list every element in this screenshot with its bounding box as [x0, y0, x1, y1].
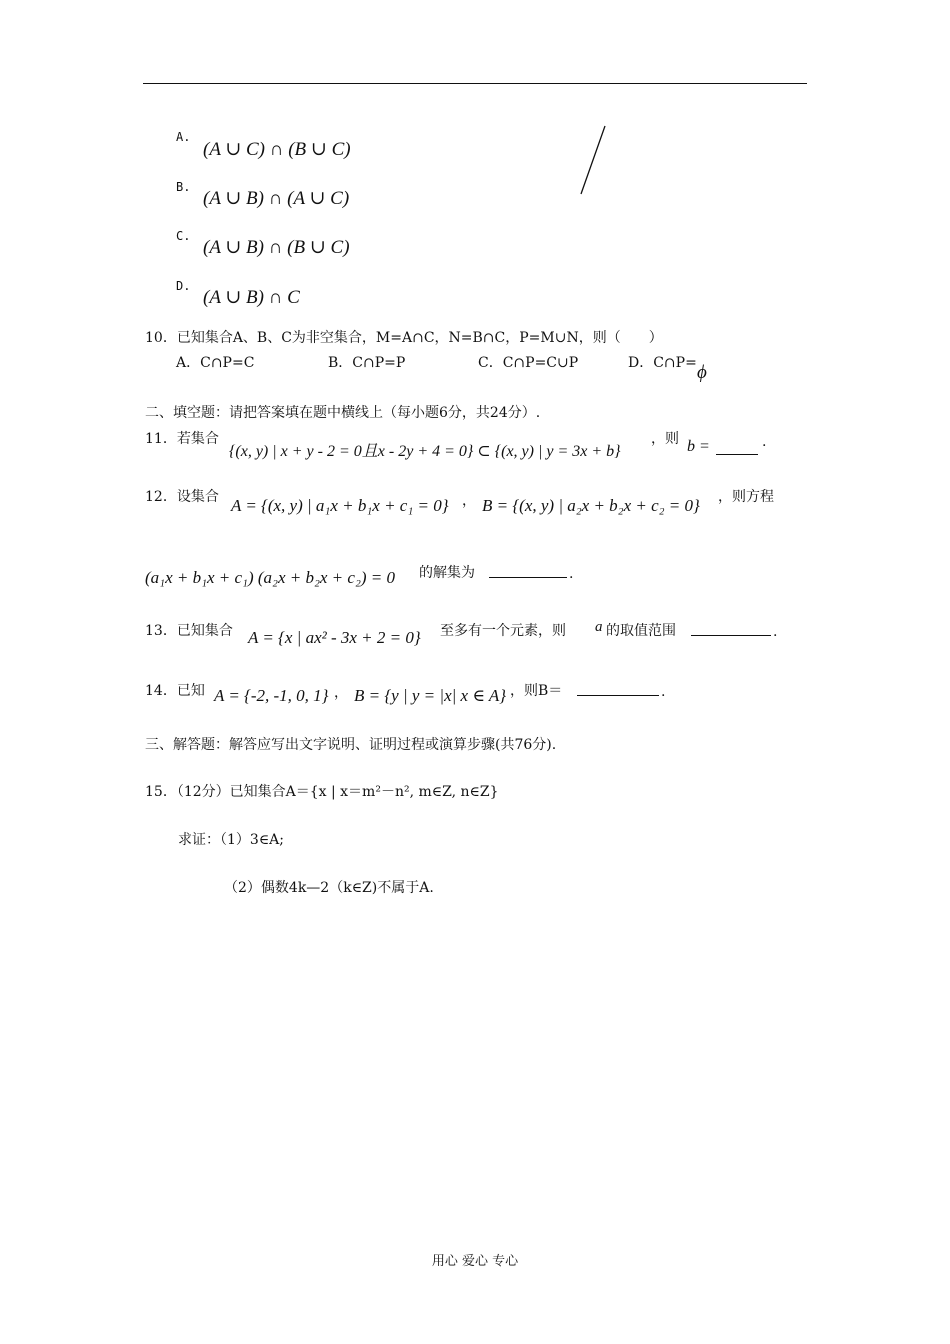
page-footer: 用心 爱心 专心: [431, 1254, 519, 1269]
q9-option-d-expr: (A ∪ B) ∩ C: [203, 287, 300, 308]
q14-sep: ，: [334, 685, 348, 701]
q10-stem: 10．已知集合A、B、C为非空集合，M=A∩C，N=B∩C，P=M∪N，则（ ）: [145, 330, 663, 346]
q11-prefix: 11．若集合: [145, 431, 219, 447]
q9-option-d-label: D.: [176, 279, 191, 293]
q14-expr-a: A = {-2, -1, 0, 1}: [214, 686, 329, 705]
q12-suffix: ，则方程: [718, 489, 774, 505]
q12-expr-a: A = {(x, y) | a₁x + b₁x + c₁ = 0}: [231, 496, 449, 515]
q12-prefix: 12．设集合: [145, 489, 219, 505]
q9-option-a-expr: (A ∪ C) ∩ (B ∪ C): [203, 139, 351, 160]
q15-proof-part2: （2）偶数4k—2（k∈Z)不属于A.: [224, 880, 434, 896]
q12-tail: 的解集为: [419, 565, 475, 581]
section3-heading: 三、解答题：解答应写出文字说明、证明过程或演算步骤(共76分).: [145, 737, 557, 753]
q9-option-c-expr: (A ∪ B) ∩ (B ∪ C): [203, 237, 350, 258]
q11-end: .: [762, 434, 767, 450]
q9-option-c-label: C.: [176, 229, 191, 243]
q9-option-b-expr: (A ∪ B) ∩ (A ∪ C): [203, 188, 350, 209]
q15-proof-part1: 求证：（1）3∈A;: [178, 832, 285, 848]
q12-equation: (a₁x + b₁x + c₁) (a₂x + b₂x + c₂) = 0: [145, 568, 395, 587]
q13-expr: A = {x | ax² - 3x + 2 = 0}: [248, 628, 421, 647]
q13-suffix: 至多有一个元素，则: [440, 623, 566, 639]
q9-option-a-label: A.: [176, 130, 191, 144]
q13-answer-blank: [691, 635, 771, 636]
q10-phi-symbol: ϕ: [697, 362, 707, 383]
q12-end: .: [569, 566, 574, 582]
q10-option-a: A．C∩P=C: [176, 355, 255, 371]
header-rule: [143, 83, 807, 84]
q11-expr: {(x, y) | x + y - 2 = 0且x - 2y + 4 = 0} ⊂ {(x, y) | y = 3x + b}: [229, 443, 621, 460]
q9-option-b-label: B.: [176, 180, 191, 194]
q12-expr-b: B = {(x, y) | a₂x + b₂x + c₂ = 0}: [482, 496, 700, 515]
q14-answer-blank: [577, 695, 659, 696]
q13-tail: 的取值范围: [606, 623, 676, 639]
q10-option-b: B．C∩P=P: [328, 355, 406, 371]
q11-var: b =: [687, 438, 710, 455]
q12-sep: ，: [462, 493, 476, 509]
q14-prefix: 14．已知: [145, 683, 205, 699]
q14-expr-b: B = {y | y = |x| x ∈ A}: [354, 686, 507, 705]
q11-mid: ，则: [651, 431, 679, 447]
q13-prefix: 13．已知集合: [145, 623, 233, 639]
q10-option-c: C．C∩P=C∪P: [478, 355, 579, 371]
q12-answer-blank: [489, 577, 567, 578]
q15-stem: 15．（12分）已知集合A＝{x | x＝m²－n², m∈Z, n∈Z}: [145, 784, 499, 800]
q11-answer-blank: [716, 454, 758, 455]
section2-heading: 二、填空题：请把答案填在题中横线上（每小题6分，共24分）.: [145, 405, 541, 421]
q14-suffix: ，则B＝: [510, 683, 563, 699]
q13-end: .: [773, 624, 778, 640]
slash-mark: [578, 124, 608, 196]
q10-option-d: D．C∩P=: [628, 355, 697, 371]
q14-end: .: [661, 684, 666, 700]
q13-var: a: [595, 619, 603, 635]
